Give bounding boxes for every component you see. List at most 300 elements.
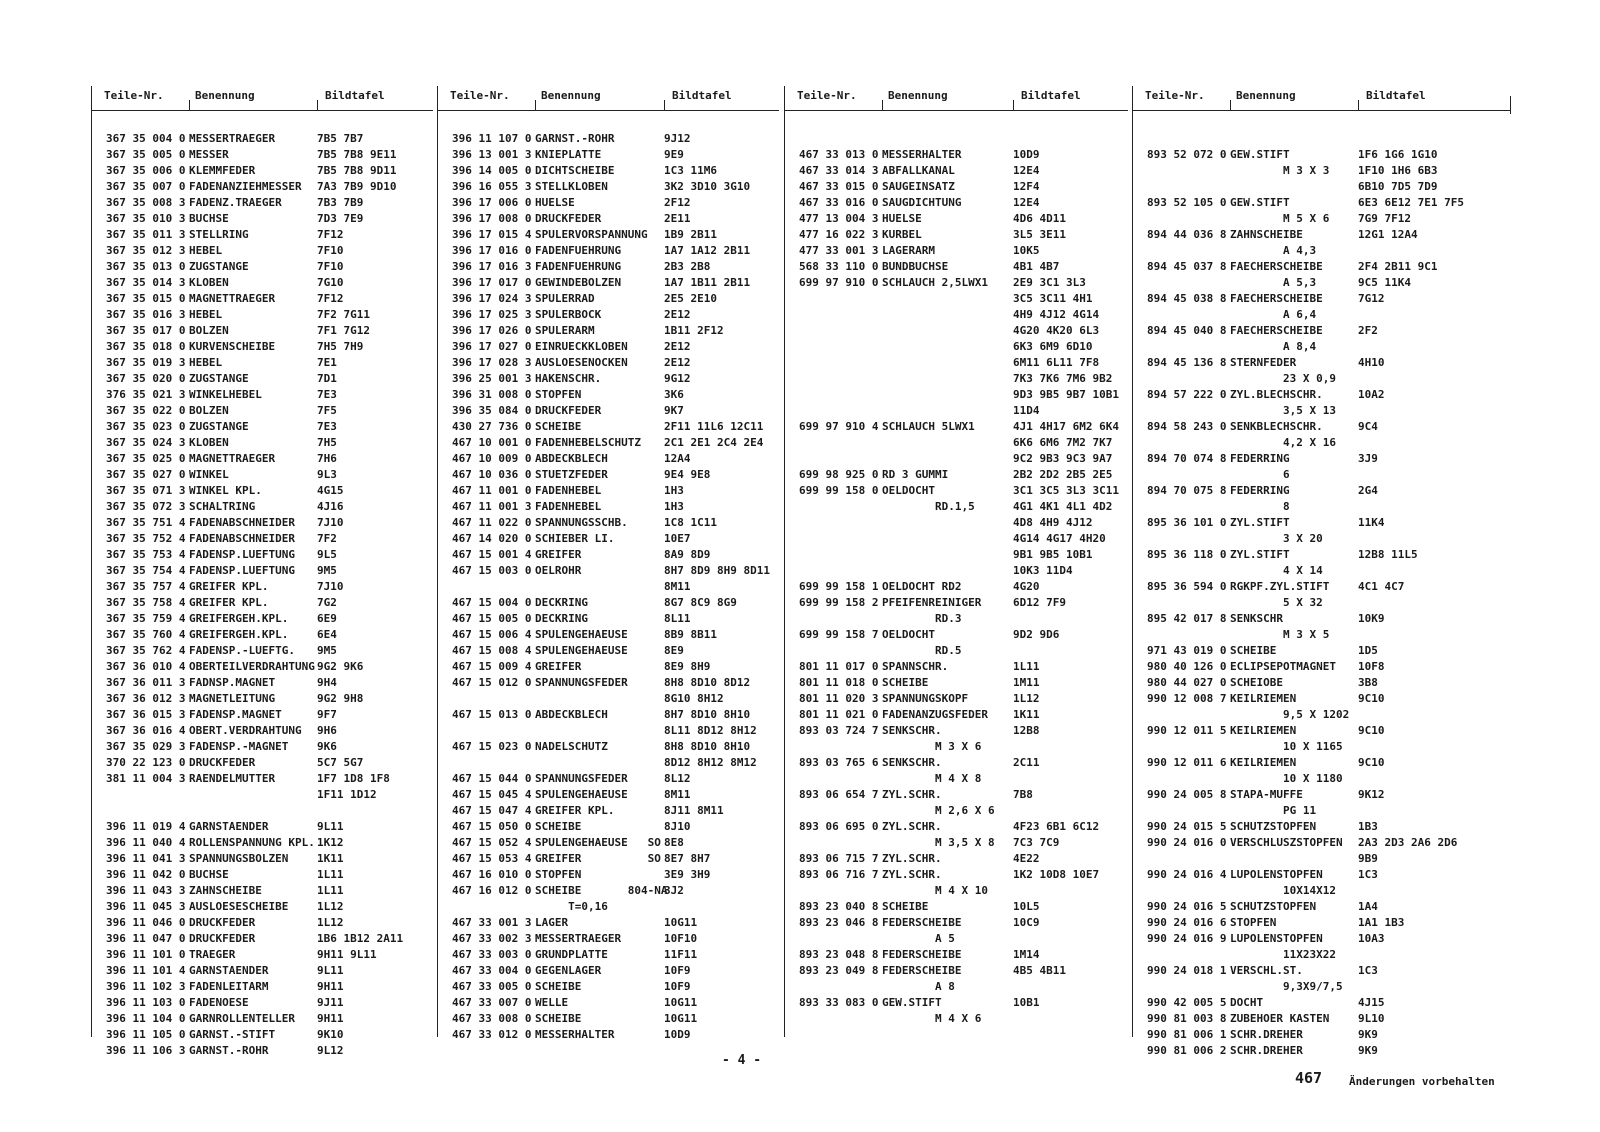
plate-ref: 10C9: [1013, 916, 1040, 929]
plate-ref: 2E12: [664, 356, 691, 369]
part-name: GARNROLLENTELLER: [189, 1012, 295, 1025]
table-row: [92, 835, 433, 851]
part-name: STUETZFEDER: [535, 468, 608, 481]
part-name: 5 X 32: [1230, 596, 1323, 609]
plate-ref: 1F6 1G6 1G10: [1358, 148, 1438, 161]
table-row: [92, 179, 433, 195]
part-name: FADNSP.MAGNET: [189, 676, 276, 689]
table-row: [1133, 963, 1510, 979]
table-row: [92, 1011, 433, 1027]
part-name: FEDERRING: [1230, 484, 1290, 497]
table-row: [438, 915, 779, 931]
table-row: [438, 707, 779, 723]
part-name: STAPA-MUFFE: [1230, 788, 1303, 801]
part-number: 396 31 008 0: [452, 388, 532, 401]
part-name: SPULENGEHAEUSE: [535, 644, 628, 657]
table-row: [438, 211, 779, 227]
plate-ref: 8H8 8D10 8H10: [664, 740, 751, 753]
table-row: [92, 915, 433, 931]
part-name: GARNSTAENDER: [189, 964, 269, 977]
plate-ref: 10F10: [664, 932, 698, 945]
plate-ref: 4D6 4D11: [1013, 212, 1066, 225]
part-number: 367 35 027 0: [106, 468, 186, 481]
part-name: SCHEIBE: [882, 676, 929, 689]
part-number: 367 35 020 0: [106, 372, 186, 385]
part-number: 467 15 005 0: [452, 612, 532, 625]
plate-ref: 9F7: [317, 708, 337, 721]
part-number: 801 11 020 3: [799, 692, 879, 705]
plate-ref: 7G2: [317, 596, 337, 609]
part-name: HEBEL: [189, 356, 223, 369]
plate-ref: 4F23 6B1 6C12: [1013, 820, 1100, 833]
plate-ref: 1K2 10D8 10E7: [1013, 868, 1100, 881]
plate-ref: 6K6 6M6 7M2 7K7: [1013, 436, 1113, 449]
part-name: M 3 X 6: [882, 740, 982, 753]
plate-ref: 7D1: [317, 372, 337, 385]
part-number: 367 35 758 4: [106, 596, 186, 609]
part-number: 367 35 029 3: [106, 740, 186, 753]
plate-ref: 8E8: [664, 836, 684, 849]
part-number: 396 17 016 3: [452, 260, 532, 273]
header-part-no: Teile-Nr.: [797, 89, 857, 102]
plate-ref: 9H11: [317, 980, 344, 993]
part-number: 396 11 105 0: [106, 1028, 186, 1041]
plate-ref: 2B3 2B8: [664, 260, 711, 273]
table-row: [1133, 675, 1510, 691]
table-row: [92, 227, 433, 243]
part-number: 894 45 037 8: [1147, 260, 1227, 273]
header-divider: [1230, 100, 1231, 110]
plate-ref: 3E9 3H9: [664, 868, 711, 881]
part-name: ZYL.STIFT: [1230, 548, 1290, 561]
part-number: 367 36 012 3: [106, 692, 186, 705]
part-name: SCHEIBE: [535, 420, 582, 433]
part-number: 367 35 015 0: [106, 292, 186, 305]
part-name: SCHEIBE 804-NA: [535, 884, 668, 897]
plate-ref: 7H6: [317, 452, 337, 465]
part-number: 376 35 021 3: [106, 388, 186, 401]
part-number: 396 17 017 0: [452, 276, 532, 289]
part-name: HUELSE: [535, 196, 575, 209]
table-row: [785, 931, 1128, 947]
plate-ref: 10B1: [1013, 996, 1040, 1009]
table-row: [92, 611, 433, 627]
table-row: [1133, 803, 1510, 819]
plate-ref: 1M11: [1013, 676, 1040, 689]
table-row: [438, 563, 779, 579]
plate-ref: 10D9: [1013, 148, 1040, 161]
table-row: [1133, 355, 1510, 371]
table-row: [438, 515, 779, 531]
part-number: 990 24 015 5: [1147, 820, 1227, 833]
part-name: 9,3X9/7,5: [1230, 980, 1343, 993]
table-row: [1133, 323, 1510, 339]
part-number: 467 15 044 0: [452, 772, 532, 785]
table-row: [1133, 1011, 1510, 1027]
part-number: 990 12 011 5: [1147, 724, 1227, 737]
plate-ref: 1L12: [317, 900, 344, 913]
table-row: [438, 931, 779, 947]
part-number: 367 35 014 3: [106, 276, 186, 289]
plate-ref: 3K2 3D10 3G10: [664, 180, 751, 193]
part-name: RD 3 GUMMI: [882, 468, 949, 481]
part-name: SENKSCHR: [1230, 612, 1283, 625]
part-name: MESSERTRAEGER: [189, 132, 276, 145]
part-number: 396 17 008 0: [452, 212, 532, 225]
part-name: GREIFER SO: [535, 852, 661, 865]
plate-ref: 9C10: [1358, 724, 1385, 737]
table-row: [438, 275, 779, 291]
part-name: DICHTSCHEIBE: [535, 164, 615, 177]
table-row: [785, 563, 1128, 579]
table-row: [438, 1027, 779, 1043]
part-number: 990 12 011 6: [1147, 756, 1227, 769]
part-number: 801 11 017 0: [799, 660, 879, 673]
plate-ref: 1L12: [1013, 692, 1040, 705]
table-row: [92, 803, 433, 819]
part-number: 467 14 020 0: [452, 532, 532, 545]
table-row: [438, 179, 779, 195]
part-number: 396 11 107 0: [452, 132, 532, 145]
part-name: OELDOCHT: [882, 484, 935, 497]
table-row: [438, 659, 779, 675]
part-number: 467 15 050 0: [452, 820, 532, 833]
header-plate: Bildtafel: [1366, 89, 1426, 102]
table-row: [785, 771, 1128, 787]
table-row: [1133, 547, 1510, 563]
part-number: 467 15 023 0: [452, 740, 532, 753]
part-number: 467 15 053 4: [452, 852, 532, 865]
table-row: [92, 195, 433, 211]
part-number: 467 33 016 0: [799, 196, 879, 209]
header-divider: [1013, 100, 1014, 110]
table-row: [438, 979, 779, 995]
part-name: HEBEL: [189, 308, 223, 321]
part-name: MAGNETTRAEGER: [189, 452, 276, 465]
table-row: [785, 947, 1128, 963]
part-number: 699 99 158 7: [799, 628, 879, 641]
part-number: 699 97 910 4: [799, 420, 879, 433]
part-number: 467 10 036 0: [452, 468, 532, 481]
part-name: ZUBEHOER KASTEN: [1230, 1012, 1330, 1025]
table-row: [785, 467, 1128, 483]
table-row: [438, 547, 779, 563]
table-row: [92, 579, 433, 595]
part-name: ZAHNSCHEIBE: [1230, 228, 1303, 241]
part-name: 3,5 X 13: [1230, 404, 1336, 417]
plate-ref: 7F1 7G12: [317, 324, 370, 337]
table-row: [92, 867, 433, 883]
part-name: FEDERRING: [1230, 452, 1290, 465]
part-name: PFEIFENREINIGER: [882, 596, 982, 609]
part-number: 396 17 027 0: [452, 340, 532, 353]
part-name: SCHUTZSTOPFEN: [1230, 900, 1317, 913]
plate-ref: 2F11 11L6 12C11: [664, 420, 764, 433]
plate-ref: 7F10: [317, 244, 344, 257]
table-row: [92, 275, 433, 291]
plate-ref: 10L5: [1013, 900, 1040, 913]
part-number: 367 36 016 4: [106, 724, 186, 737]
part-name: ZYL.STIFT: [1230, 516, 1290, 529]
plate-ref: 10F9: [664, 980, 691, 993]
part-number: 467 33 012 0: [452, 1028, 532, 1041]
table-row: [1133, 515, 1510, 531]
part-name: STOPFEN: [1230, 916, 1277, 929]
plate-ref: 1L11: [317, 884, 344, 897]
part-name: SPANNUNGSKOPF: [882, 692, 969, 705]
part-number: 895 36 101 0: [1147, 516, 1227, 529]
plate-ref: 10F9: [664, 964, 691, 977]
table-row: [438, 595, 779, 611]
table-row: [1133, 627, 1510, 643]
part-name: FADENSP.-LUEFTG.: [189, 644, 295, 657]
header-part-no: Teile-Nr.: [104, 89, 164, 102]
part-name: STELLRING: [189, 228, 249, 241]
table-row: [785, 147, 1128, 163]
part-name: STOPFEN: [535, 388, 582, 401]
table-row: [438, 947, 779, 963]
table-row: [438, 1011, 779, 1027]
part-name: OELDOCHT RD2: [882, 580, 962, 593]
plate-ref: 9K9: [1358, 1028, 1378, 1041]
table-row: [92, 643, 433, 659]
table-row: [1133, 611, 1510, 627]
table-row: [92, 947, 433, 963]
plate-ref: 9K12: [1358, 788, 1385, 801]
table-row: [1133, 995, 1510, 1011]
table-row: [438, 771, 779, 787]
plate-ref: 7B8: [1013, 788, 1033, 801]
table-row: [785, 131, 1128, 147]
plate-ref: 9D2 9D6: [1013, 628, 1060, 641]
plate-ref: 10G11: [664, 916, 698, 929]
part-name: SCHEIBE: [882, 900, 929, 913]
table-row: [1133, 915, 1510, 931]
part-number: 467 33 013 0: [799, 148, 879, 161]
table-row: [438, 403, 779, 419]
part-number: 699 99 158 1: [799, 580, 879, 593]
table-row: [438, 387, 779, 403]
table-row: [785, 739, 1128, 755]
part-number: 396 11 019 4: [106, 820, 186, 833]
plate-ref: 9L11: [317, 964, 344, 977]
table-row: [438, 739, 779, 755]
header-name: Benennung: [195, 89, 255, 102]
plate-ref: 10K9: [1358, 612, 1385, 625]
plate-ref: 7F2: [317, 532, 337, 545]
right-border: [1510, 96, 1511, 114]
plate-ref: 12F4: [1013, 180, 1040, 193]
part-name: SCHLAUCH 2,5LWX1: [882, 276, 988, 289]
table-row: [1133, 419, 1510, 435]
part-number: 467 33 001 3: [452, 916, 532, 929]
table-row: [785, 323, 1128, 339]
part-name: BOLZEN: [189, 404, 229, 417]
part-number: 367 35 006 0: [106, 164, 186, 177]
part-name: SCHEIOBE: [1230, 676, 1283, 689]
plate-ref: 1F11 1D12: [317, 788, 377, 801]
plate-ref: 1C3 11M6: [664, 164, 717, 177]
plate-ref: 11F11: [664, 948, 698, 961]
table-row: [438, 531, 779, 547]
part-name: GARNST.-ROHR: [535, 132, 615, 145]
part-name: MAGNETTRAEGER: [189, 292, 276, 305]
part-name: ZUGSTANGE: [189, 260, 249, 273]
plate-ref: 9C4: [1358, 420, 1378, 433]
plate-ref: 1K11: [317, 852, 344, 865]
plate-ref: 8L11 8D12 8H12: [664, 724, 757, 737]
plate-ref: 7F12: [317, 292, 344, 305]
table-row: [438, 675, 779, 691]
table-row: [785, 579, 1128, 595]
table-row: [438, 611, 779, 627]
plate-ref: 7G12: [1358, 292, 1385, 305]
table-row: [1133, 163, 1510, 179]
part-name: GREIFER KPL.: [535, 804, 615, 817]
part-name: A 4,3: [1230, 244, 1317, 257]
part-name: FADENABSCHNEIDER: [189, 516, 295, 529]
part-name: FEDERSCHEIBE: [882, 916, 962, 929]
table-row: [438, 307, 779, 323]
table-row: [92, 467, 433, 483]
table-row: [785, 899, 1128, 915]
table-row: [1133, 195, 1510, 211]
plate-ref: 7E1: [317, 356, 337, 369]
header-plate: Bildtafel: [672, 89, 732, 102]
part-number: 467 16 012 0: [452, 884, 532, 897]
table-row: [92, 419, 433, 435]
part-number: 367 35 751 4: [106, 516, 186, 529]
plate-ref: 2C1 2E1 2C4 2E4: [664, 436, 764, 449]
table-row: [92, 147, 433, 163]
plate-ref: 9G2 9H8: [317, 692, 364, 705]
part-number: 894 44 036 8: [1147, 228, 1227, 241]
table-row: [785, 403, 1128, 419]
part-name: OBERT.VERDRAHTUNG: [189, 724, 302, 737]
table-row: [1133, 339, 1510, 355]
table-row: [438, 867, 779, 883]
table-row: [785, 883, 1128, 899]
part-name: SAUGEINSATZ: [882, 180, 955, 193]
header-divider: [535, 100, 536, 110]
plate-ref: 4H10: [1358, 356, 1385, 369]
plate-ref: 9B1 9B5 10B1: [1013, 548, 1093, 561]
part-number: 477 13 004 3: [799, 212, 879, 225]
part-name: DRUCKFEDER: [535, 212, 602, 225]
table-row: [785, 419, 1128, 435]
plate-ref: 1B9 2B11: [664, 228, 717, 241]
plate-ref: 12G1 12A4: [1358, 228, 1418, 241]
plate-ref: 1B3: [1358, 820, 1378, 833]
plate-ref: 9G2 9K6: [317, 660, 364, 673]
plate-ref: 8L12: [664, 772, 691, 785]
part-name: SPULERRAD: [535, 292, 595, 305]
table-row: [438, 419, 779, 435]
part-name: SCHR.DREHER: [1230, 1028, 1303, 1041]
part-number: 396 11 104 0: [106, 1012, 186, 1025]
plate-ref: 9L3: [317, 468, 337, 481]
part-number: 367 35 754 4: [106, 564, 186, 577]
plate-ref: 1B11 2F12: [664, 324, 724, 337]
plate-ref: 7E3: [317, 388, 337, 401]
plate-ref: 1A7 1A12 2B11: [664, 244, 751, 257]
plate-ref: 8A9 8D9: [664, 548, 711, 561]
table-row: [785, 227, 1128, 243]
table-row: [438, 435, 779, 451]
table-row: [785, 723, 1128, 739]
plate-ref: 7E3: [317, 420, 337, 433]
header-divider: [882, 100, 883, 110]
part-number: 467 33 004 0: [452, 964, 532, 977]
table-row: [92, 307, 433, 323]
plate-ref: 9L10: [1358, 1012, 1385, 1025]
part-name: GEGENLAGER: [535, 964, 602, 977]
plate-ref: 9K7: [664, 404, 684, 417]
plate-ref: 6B10 7D5 7D9: [1358, 180, 1438, 193]
part-number: 894 45 038 8: [1147, 292, 1227, 305]
plate-ref: 3K6: [664, 388, 684, 401]
part-name: HAKENSCHR.: [535, 372, 602, 385]
part-name: M 3 X 5: [1230, 628, 1330, 641]
plate-ref: 1C3: [1358, 964, 1378, 977]
part-name: MESSERTRAEGER: [535, 932, 622, 945]
part-number: 396 11 047 0: [106, 932, 186, 945]
plate-ref: 2E9 3C1 3L3: [1013, 276, 1086, 289]
table-row: [1133, 1027, 1510, 1043]
table-row: [785, 179, 1128, 195]
part-number: 893 03 765 6: [799, 756, 879, 769]
part-name: RD.5: [882, 644, 962, 657]
plate-ref: 1M14: [1013, 948, 1040, 961]
column-header: [784, 86, 1128, 111]
plate-ref: 10K5: [1013, 244, 1040, 257]
table-row: [438, 323, 779, 339]
model-number: 467: [1295, 1069, 1323, 1087]
part-name: AUSLOESESCHEIBE: [189, 900, 289, 913]
table-row: [92, 851, 433, 867]
table-row: [785, 435, 1128, 451]
part-number: 396 17 016 0: [452, 244, 532, 257]
plate-ref: 2A3 2D3 2A6 2D6: [1358, 836, 1458, 849]
plate-ref: 4J1 4H17 6M2 6K4: [1013, 420, 1119, 433]
column-header: [437, 86, 779, 111]
plate-ref: 4G1 4K1 4L1 4D2: [1013, 500, 1113, 513]
table-row: [92, 499, 433, 515]
plate-ref: 1A4: [1358, 900, 1378, 913]
part-number: 467 15 008 4: [452, 644, 532, 657]
header-name: Benennung: [541, 89, 601, 102]
part-number: 367 35 024 3: [106, 436, 186, 449]
table-row: [92, 883, 433, 899]
part-name: GEW.STIFT: [1230, 148, 1290, 161]
plate-ref: 10F8: [1358, 660, 1385, 673]
table-row: [92, 387, 433, 403]
plate-ref: 7F12: [317, 228, 344, 241]
part-number: 980 44 027 0: [1147, 676, 1227, 689]
part-number: 990 81 003 8: [1147, 1012, 1227, 1025]
part-number: 367 35 752 4: [106, 532, 186, 545]
part-name: WINKELHEBEL: [189, 388, 262, 401]
part-number: 990 12 008 7: [1147, 692, 1227, 705]
part-number: 990 24 016 9: [1147, 932, 1227, 945]
plate-ref: 9J12: [664, 132, 691, 145]
part-number: 801 11 021 0: [799, 708, 879, 721]
plate-ref: 4G20: [1013, 580, 1040, 593]
part-name: FAECHERSCHEIBE: [1230, 260, 1323, 273]
header-name: Benennung: [888, 89, 948, 102]
table-row: [1133, 707, 1510, 723]
plate-ref: 7C3 7C9: [1013, 836, 1060, 849]
